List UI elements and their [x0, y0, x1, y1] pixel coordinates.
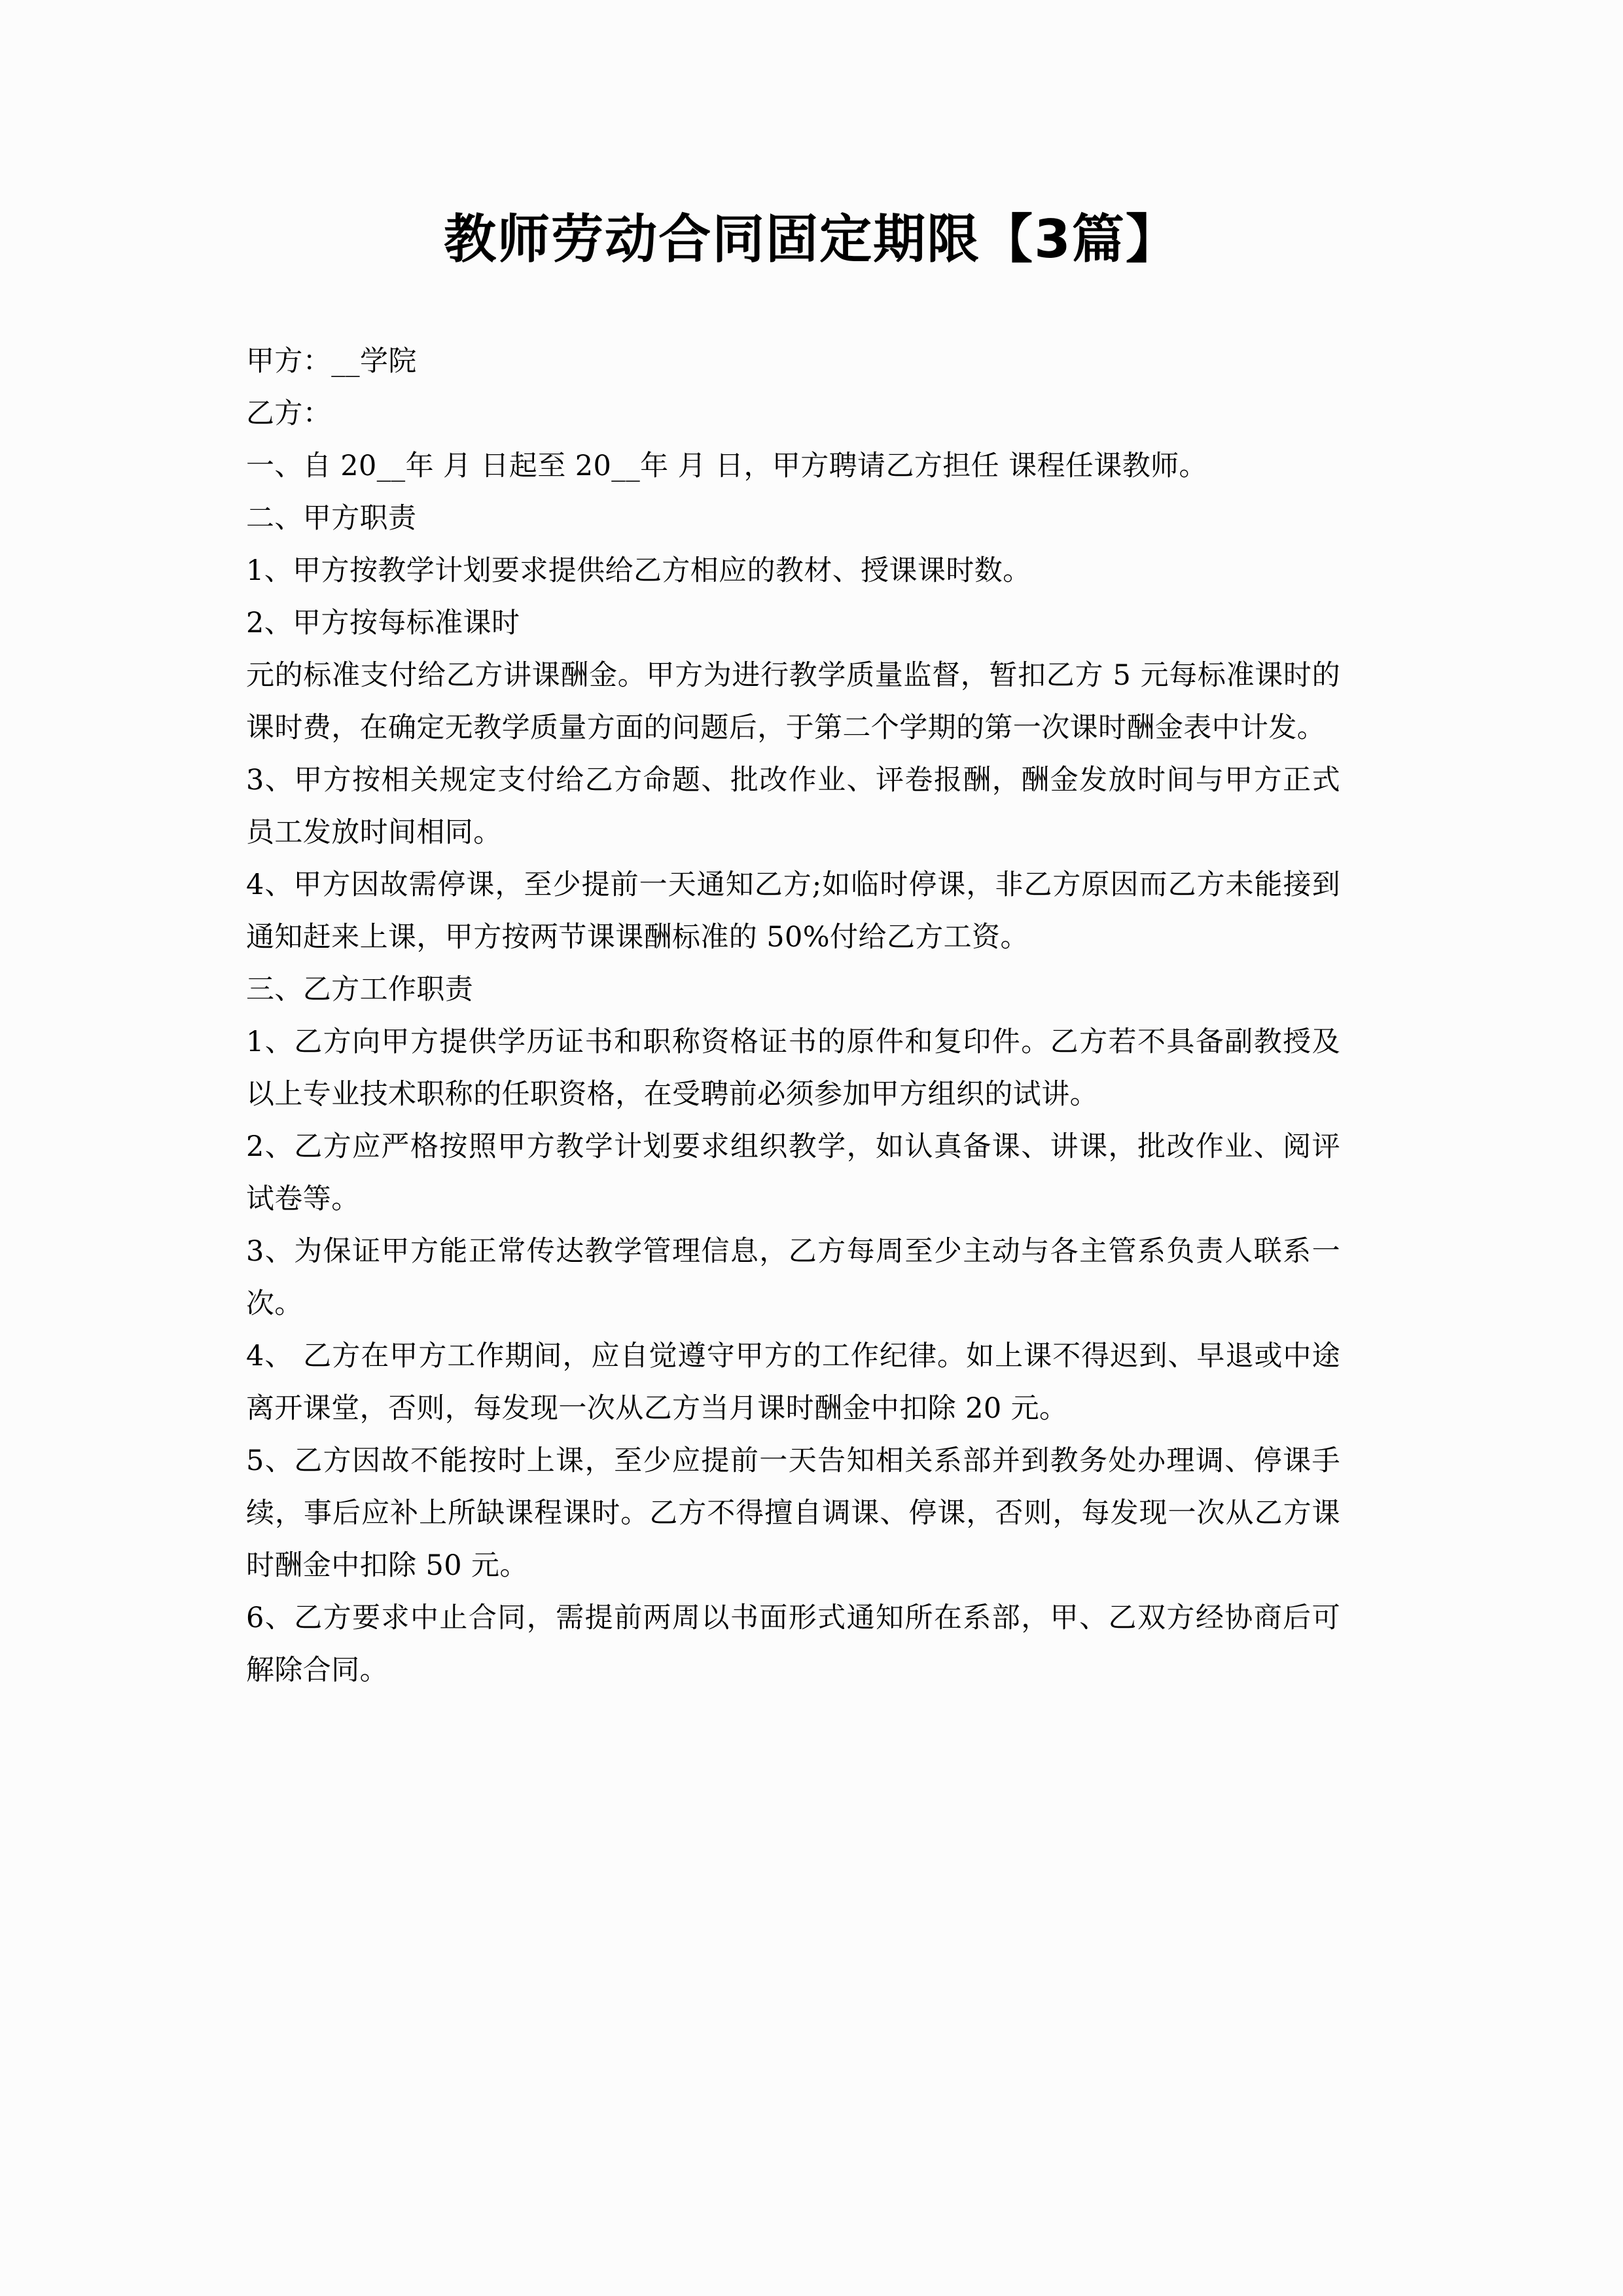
paragraph-section-2-4: 4、甲方因故需停课，至少提前一天通知乙方;如临时停课，非乙方原因而乙方未能接到通知赶来上课，甲方按两节课课酬标准的 50%付给乙方工资。 [246, 869, 1340, 954]
paragraph-clause-1: 一、自 20__年 月 日起至 20__年 月 日，甲方聘请乙方担任 课程任课教师。 [246, 450, 1207, 482]
paragraph-section-2-1: 1、甲方按教学计划要求提供给乙方相应的教材、授课课时数。 [246, 554, 1031, 587]
paragraph-section-3-4: 4、 乙方在甲方工作期间，应自觉遵守甲方的工作纪律。如上课不得迟到、早退或中途离开课堂，否则，每发现一次从乙方当月课时酬金中扣除 20 元。 [246, 1340, 1340, 1425]
document-body [246, 335, 1340, 1696]
paragraph-party-b: 乙方： [246, 397, 332, 430]
paragraph-section-3-head: 三、乙方工作职责 [246, 973, 474, 1006]
paragraph-section-3-2: 2、乙方应严格按照甲方教学计划要求组织教学，如认真备课、讲课，批改作业、阅评试卷等。 [246, 1130, 1340, 1215]
paragraph-section-2-3: 3、甲方按相关规定支付给乙方命题、批改作业、评卷报酬，酬金发放时间与甲方正式员工发放时间相同。 [246, 764, 1340, 849]
paragraph-section-3-6: 6、乙方要求中止合同，需提前两周以书面形式通知所在系部，甲、乙双方经协商后可解除合同。 [246, 1602, 1340, 1687]
paragraph-section-2-2-cont: 元的标准支付给乙方讲课酬金。甲方为进行教学质量监督，暂扣乙方 5 元每标准课时的课时费，在确定无教学质量方面的问题后，于第二个学期的第一次课时酬金表中计发。 [246, 659, 1340, 744]
paragraph-section-2-2: 2、甲方按每标准课时 [246, 607, 520, 639]
paragraph-section-3-5: 5、乙方因故不能按时上课，至少应提前一天告知相关系部并到教务处办理调、停课手续，事后应补上所缺课程课时。乙方不得擅自调课、停课，否则，每发现一次从乙方课时酬金中扣除 50 元。 [246, 1444, 1340, 1582]
paragraph-section-3-3: 3、为保证甲方能正常传达教学管理信息，乙方每周至少主动与各主管系负责人联系一次。 [246, 1235, 1340, 1320]
paragraph-section-3-1: 1、乙方向甲方提供学历证书和职称资格证书的原件和复印件。乙方若不具备副教授及以上专业技术职称的任职资格，在受聘前必须参加甲方组织的试讲。 [246, 1026, 1340, 1111]
paragraph-section-2-head: 二、甲方职责 [246, 502, 417, 535]
paragraph-party-a: 甲方：__学院 [246, 345, 417, 378]
page-title: 教师劳动合同固定期限【3篇】 [444, 208, 1179, 270]
